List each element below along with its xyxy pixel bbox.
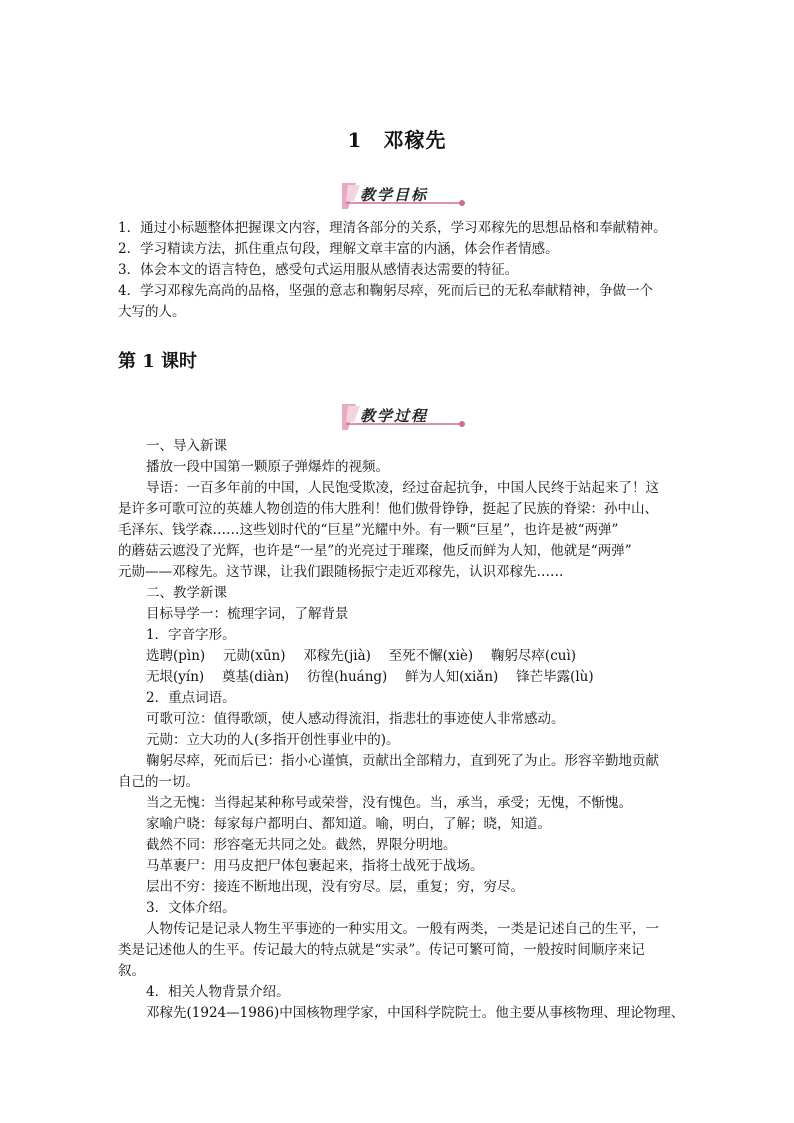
paragraph-line: 2．重点词语。 [146,690,236,706]
paragraph-line: 邓稼先(1924—1986)中国核物理学家，中国科学院院士。他主要从事核物理、理论物理、 [146,1005,685,1021]
pinyin-line: 选聘(pìn) 元勋(xūn) 邓稼先(jià) 至死不懈(xiè) 鞠躬尽瘁(cuì) [146,648,577,664]
goal-item: 4．学习邓稼先高尚的品格，坚强的意志和鞠躬尽瘁，死而后已的无私奉献精神，争做一个 [118,283,654,299]
goals-banner-label: 教学目标 [360,186,429,204]
paragraph-line: 当之无愧：当得起某种称号或荣誉，没有愧色。当，承当，承受；无愧，不惭愧。 [146,795,632,811]
paragraph-line: 人物传记是记录人物生平事迹的一种实用文。一般有两类，一类是记述自己的生平，一 [146,921,659,937]
heading-intro: 一、导入新课 [146,438,227,454]
paragraph-line: 可歌可泣：值得歌颂，使人感动得流泪，指悲壮的事迹使人非常感动。 [146,711,565,727]
goals-banner [342,181,452,209]
paragraph-line: 目标导学一：梳理字词，了解背景 [146,606,349,622]
process-banner [342,402,452,430]
paragraph-line: 元勋——邓稼先。这节课，让我们跟随杨振宁走近邓稼先，认识邓稼先…… [118,564,564,580]
paragraph-line: 毛泽东、钱学森……这些划时代的“巨星”光耀中外。有一颗“巨星”，也许是被“两弹” [118,522,619,538]
paragraph-line: 4．相关人物背景介绍。 [146,984,290,1000]
paragraph-line: 3．文体介绍。 [146,900,236,916]
paragraph-line: 1．字音字形。 [146,627,236,643]
paragraph-line: 鞠躬尽瘁，死而后已：指小心谨慎，贡献出全部精力，直到死了为止。形容辛勤地贡献 [146,753,659,769]
section-title: 第 1 课时 [118,351,198,372]
paragraph-line: 叙。 [118,963,145,979]
goal-item: 大写的人。 [118,304,186,320]
paragraph-line: 播放一段中国第一颗原子弹爆炸的视频。 [146,459,389,475]
goal-item: 2．学习精读方法，抓住重点句段，理解文章丰富的内涵，体会作者情感。 [118,241,559,257]
paragraph-line: 层出不穷：接连不断地出现，没有穷尽。层，重复；穷，穷尽。 [146,879,524,895]
paragraph-line: 类是记述他人的生平。传记最大的特点就是“实录”。传记可繁可简，一般按时间顺序来记 [118,942,645,958]
goal-item: 3．体会本文的语言特色，感受句式运用服从感情表达需要的特征。 [118,262,519,278]
paragraph-line: 导语：一百多年前的中国，人民饱受欺凌，经过奋起抗争，中国人民终于站起来了！这 [146,480,659,496]
paragraph-line: 截然不同：形容毫无共同之处。截然，界限分明地。 [146,837,457,853]
paragraph-line: 的蘑菇云遮没了光辉，也许是“一星”的光亮过于璀璨，他反而鲜为人知，他就是“两弹” [118,543,632,559]
page-title: 1 邓稼先 [347,128,447,152]
paragraph-line: 元勋：立大功的人(多指开创性事业中的)。 [146,732,400,748]
paragraph-line: 马革裹尸：用马皮把尸体包裹起来，指将士战死于战场。 [146,858,484,874]
heading-new-lesson: 二、教学新课 [146,585,227,601]
process-banner-label: 教学过程 [360,407,429,425]
pinyin-line: 无垠(yín) 奠基(diàn) 彷徨(huáng) 鲜为人知(xiǎn) 锋芒毕露(lù) [146,669,594,685]
paragraph-line: 自己的一切。 [118,774,199,790]
goal-item: 1．通过小标题整体把握课文内容，理清各部分的关系，学习邓稼先的思想品格和奉献精神。 [118,220,667,236]
paragraph-line: 家喻户晓：每家每户都明白、都知道。喻，明白，了解；晓，知道。 [146,816,551,832]
paragraph-line: 是许多可歌可泣的英雄人物创造的伟大胜利！他们傲骨铮铮，挺起了民族的脊梁：孙中山、 [118,501,658,517]
